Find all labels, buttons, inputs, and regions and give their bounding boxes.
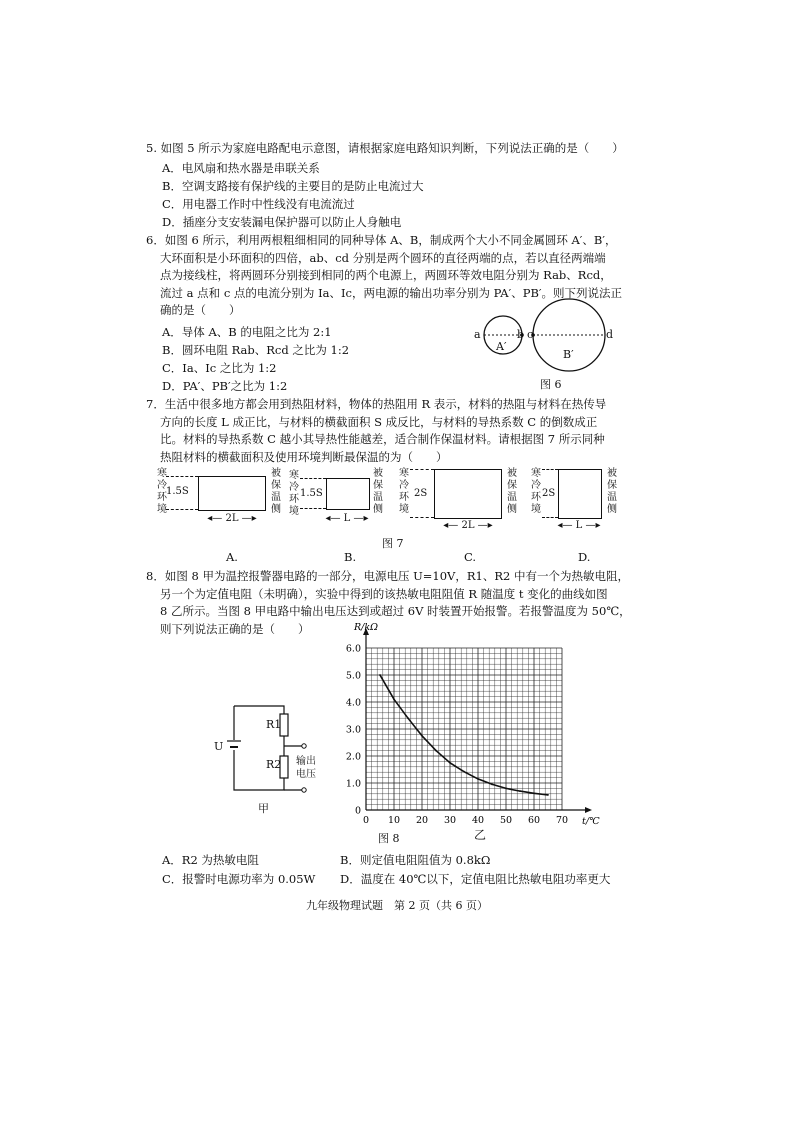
q8-stem-line: 8 乙所示。当图 8 甲电路中输出电压达到或超过 6V 时装置开始报警。若报警温度为 50℃， xyxy=(160,604,631,619)
x-axis-arrow xyxy=(585,807,592,813)
figure-6-rings xyxy=(470,298,620,376)
data-point xyxy=(407,717,409,719)
fig7d-block xyxy=(558,469,602,519)
fig7a-l-label: ◂— 2L —▸ xyxy=(207,513,257,524)
data-point xyxy=(393,698,395,700)
x-tick-label: 10 xyxy=(387,815,401,826)
fig7-caption: 图 7 xyxy=(382,537,404,550)
data-point xyxy=(505,788,507,790)
x-tick-label: 0 xyxy=(362,815,370,826)
fig7a-cold-label: 寒冷环境 xyxy=(157,468,167,515)
fig7c-warm-label: 被保温侧 xyxy=(507,468,517,515)
fig7b-warm-label: 被保温侧 xyxy=(373,468,383,515)
y-tick-label: 0 xyxy=(354,805,361,817)
fig7b-letter: B. xyxy=(344,550,357,564)
fig6-point-b: b xyxy=(517,328,525,341)
q7-stem xyxy=(146,396,676,466)
fig7c-l-label: ◂— 2L —▸ xyxy=(443,520,493,531)
q6-stem-line: 大环面积是小环面积的四倍，ab、cd 分别是两个圆环的直径两端的点，若以直径两端端 xyxy=(160,250,606,265)
fig7c-letter: C. xyxy=(464,550,477,564)
fig7b-cold-label: 寒冷环境 xyxy=(289,470,299,517)
fig6-point-c: c xyxy=(527,328,534,341)
q5-stem: 5. 如图 5 所示为家庭电路配电示意图，请根据家庭电路知识判断，下列说法正确的是（ ） xyxy=(146,141,624,155)
data-point xyxy=(449,762,451,764)
fig6-point-d: d xyxy=(606,328,614,341)
q6-option-a: A．导体 A、B 的电阻之比为 2:1 xyxy=(162,325,332,339)
fig8-output-label: 输出电压 xyxy=(296,756,316,780)
fig7b-l-label: ◂— L —▸ xyxy=(325,513,369,524)
x-tick-label: 60 xyxy=(527,815,541,826)
q7-stem-line: 热阻材料的横截面积及使用环境判断最保温的为（ ） xyxy=(160,449,448,464)
fig8-r1-label: R1 xyxy=(266,718,282,731)
q5-option-c: C．用电器工作时中性线没有电流流过 xyxy=(162,197,355,211)
data-point xyxy=(491,783,493,785)
fig8-chart-caption: 乙 xyxy=(474,828,487,842)
data-point xyxy=(463,771,465,773)
y-axis-label: R/kΩ xyxy=(354,622,378,633)
fig7d-s-label: 2S xyxy=(542,488,556,499)
fig7d-letter: D. xyxy=(578,550,591,564)
q6-stem-line: 点为接线柱，将两圆环分别接到相同的两个电源上，两圆环等效电阻分别为 Rab、Rcd， xyxy=(160,268,612,283)
fig6-ring-large-label: B′ xyxy=(563,348,574,361)
y-tick-label: 1.0 xyxy=(345,778,361,790)
fig8-circuit-caption: 甲 xyxy=(258,802,269,815)
page-footer: 九年级物理试题 第 2 页（共 6 页） xyxy=(306,899,488,912)
q8-stem-line: 则下列说法正确的是（ ） xyxy=(160,621,310,636)
q8-option-a: A．R2 为热敏电阻 xyxy=(162,853,259,867)
q8-stem-line: 8．如图 8 甲为温控报警器电路的一部分，电源电压 U=10V，R1、R2 中有一个为热敏电阻， xyxy=(146,569,629,583)
fig6-ring-small-label: A′ xyxy=(496,340,507,353)
data-point xyxy=(477,778,479,780)
q6-option-d: D．PA′、PB′之比为 1:2 xyxy=(162,379,288,393)
y-tick-label: 2.0 xyxy=(345,751,361,763)
fig7c-block xyxy=(434,469,502,519)
x-tick-label: 20 xyxy=(415,815,429,826)
q5-option-d: D．插座分支安装漏电保护器可以防止人身触电 xyxy=(162,215,402,229)
fig6-caption: 图 6 xyxy=(540,378,562,391)
y-tick-label: 5.0 xyxy=(345,670,361,682)
q5-option-b: B．空调支路接有保护线的主要目的是防止电流过大 xyxy=(162,179,424,193)
fig7a-letter: A. xyxy=(226,550,238,564)
fig7c-cold-label: 寒冷环境 xyxy=(399,468,409,515)
fig8-source-label: U xyxy=(214,740,224,753)
data-point xyxy=(379,674,381,676)
q6-stem-line: 流过 a 点和 c 点的电流分别为 Ia、Ic，两电源的输出功率分别为 PA′、PB′。则下列说法正 xyxy=(160,285,623,300)
fig7d-l-label: ◂— L —▸ xyxy=(557,520,601,531)
q7-stem-line: 7．生活中很多地方都会用到热阻材料，物体的热阻用 R 表示，材料的热阻与材料在热传导 xyxy=(146,397,607,411)
fig7b-block xyxy=(326,478,370,510)
q7-stem-line: 方向的长度 L 成正比，与材料的横截面积 S 成反比，与材料的导热系数 C 的倒数成正 xyxy=(160,414,598,429)
fig7c-s-label: 2S xyxy=(414,488,428,499)
data-point xyxy=(519,790,521,792)
data-point xyxy=(435,750,437,752)
fig7a-s-label: 1.5S xyxy=(166,486,189,497)
fig8-circuit xyxy=(222,700,312,800)
x-tick-label: 70 xyxy=(555,815,569,826)
y-tick-label: 4.0 xyxy=(345,697,361,709)
q8-stem-line: 另一个为定值电阻（未明确），实验中得到的该热敏电阻阻值 R 随温度 t 变化的曲线如图 xyxy=(160,586,608,601)
fig7d-warm-label: 被保温侧 xyxy=(607,468,617,515)
x-tick-label: 50 xyxy=(499,815,513,826)
q6-option-c: C．Ia、Ic 之比为 1:2 xyxy=(162,361,277,375)
y-tick-label: 6.0 xyxy=(345,643,361,655)
q6-stem-line: 6．如图 6 所示，利用两根粗细相同的同种导体 A、B，制成两个大小不同金属圆环 A′、B′， xyxy=(146,233,617,247)
fig7a-block xyxy=(198,476,266,511)
x-tick-label: 40 xyxy=(471,815,485,826)
q8-option-c: C．报警时电源功率为 0.05W xyxy=(162,872,316,886)
data-point xyxy=(421,735,423,737)
fig7d-cold-label: 寒冷环境 xyxy=(531,468,541,515)
q5-option-a: A．电风扇和热水器是串联关系 xyxy=(162,161,320,175)
q6-option-b: B．圆环电阻 Rab、Rcd 之比为 1:2 xyxy=(162,343,350,357)
fig8-caption: 图 8 xyxy=(378,832,400,845)
y-tick-label: 3.0 xyxy=(345,724,361,736)
data-point xyxy=(547,794,549,796)
fig8-r2-label: R2 xyxy=(266,758,282,771)
q6-stem-line: 确的是（ ） xyxy=(160,303,241,318)
q8-option-b: B．则定值电阻阻值为 0.8kΩ xyxy=(340,853,491,867)
x-tick-label: 30 xyxy=(443,815,457,826)
fig7a-warm-label: 被保温侧 xyxy=(271,468,281,515)
fig6-point-a: a xyxy=(474,328,481,341)
x-axis-label: t/℃ xyxy=(582,816,600,827)
fig8-chart xyxy=(334,620,604,832)
q8-option-d: D．温度在 40℃以下，定值电阻比热敏电阻功率更大 xyxy=(340,872,611,886)
fig7b-s-label: 1.5S xyxy=(300,488,323,499)
q7-stem-line: 比。材料的导热系数 C 越小其导热性能越差，适合制作保温材料。请根据图 7 所示同种 xyxy=(160,432,605,447)
data-point xyxy=(533,792,535,794)
